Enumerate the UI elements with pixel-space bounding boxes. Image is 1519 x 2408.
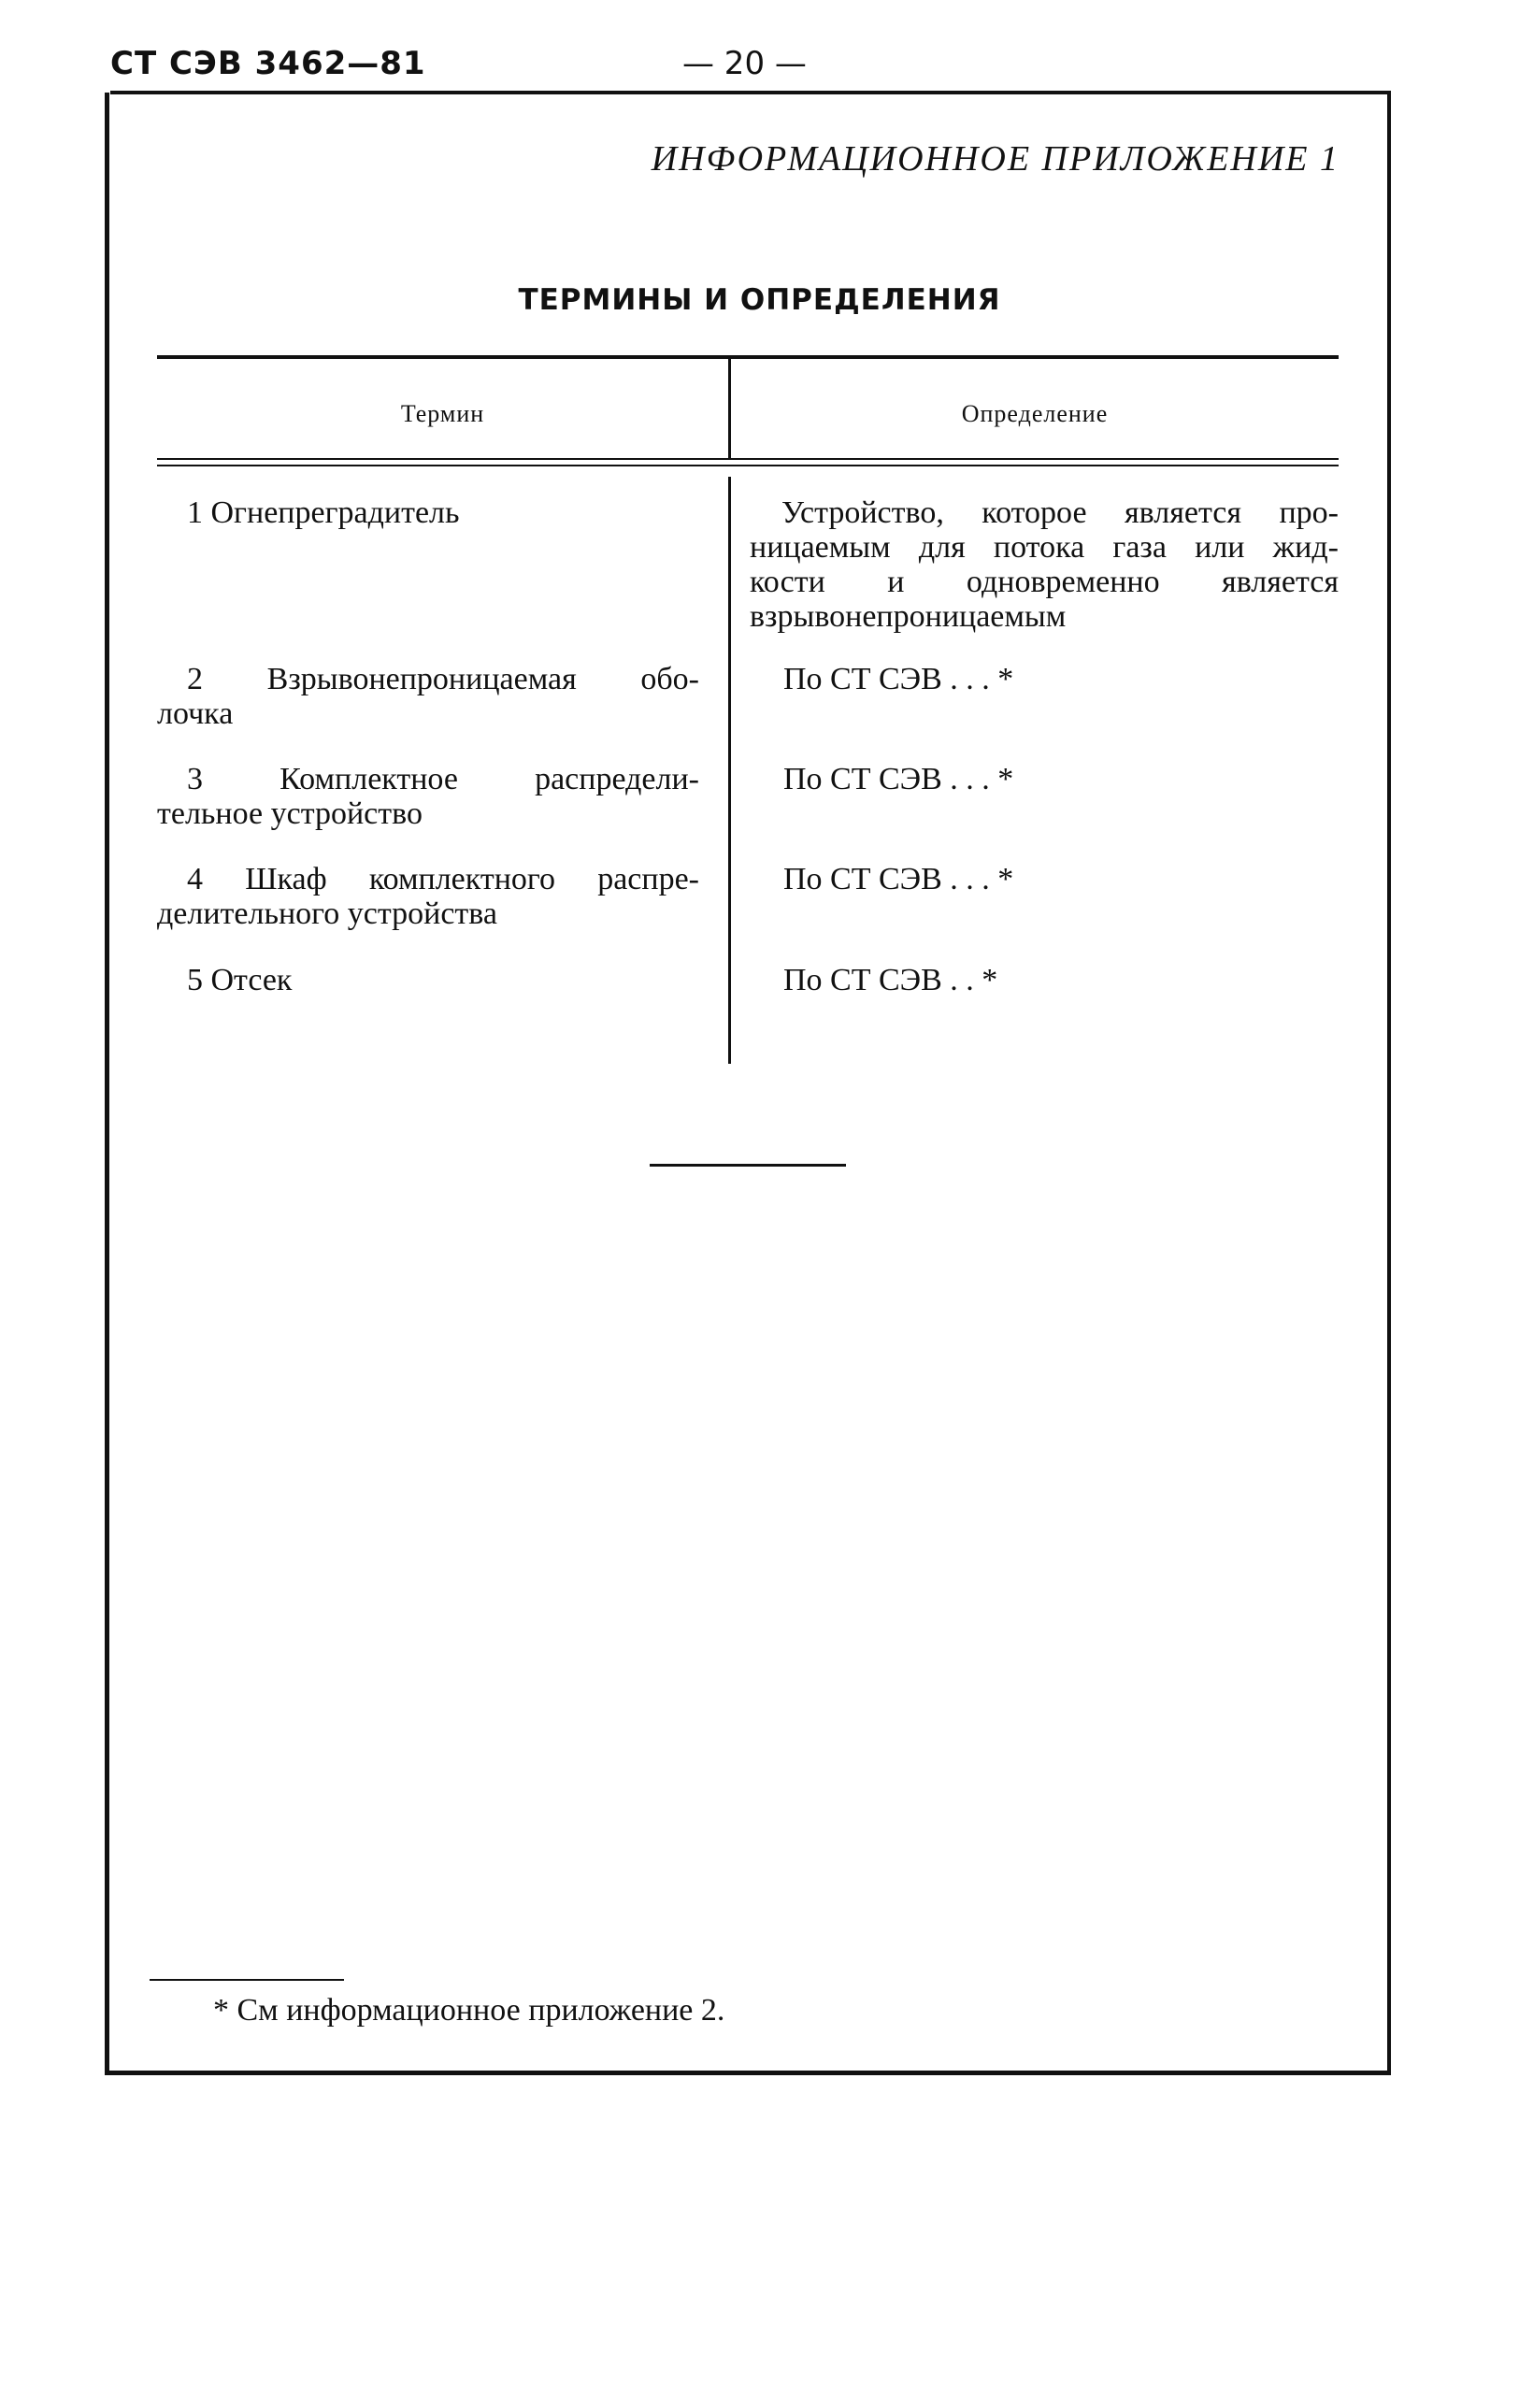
frame-right-border <box>1387 93 1391 2074</box>
column-header-definition: Определение <box>961 400 1109 427</box>
table-row-1-definition <box>750 495 1339 634</box>
table-row-4-definition <box>750 862 1339 896</box>
term-line: 3 Комплектное распредели- <box>187 762 699 796</box>
definition-reference: По СТ СЭВ . . * <box>783 963 998 997</box>
frame-top-border <box>110 91 1391 94</box>
table-row-5-term <box>157 963 699 997</box>
table-row-1-term <box>157 495 699 530</box>
table-row-3-definition <box>750 762 1339 796</box>
document-code: СТ СЭВ 3462—81 <box>110 45 426 82</box>
table-row-3-term <box>157 762 699 831</box>
definition-reference: По СТ СЭВ . . . * <box>783 762 1014 796</box>
footnote: * См информационное приложение 2. <box>213 1993 725 2028</box>
footnote-rule <box>150 1979 344 1981</box>
column-header-term: Термин <box>400 400 485 427</box>
definition-line: кости и одновременно является <box>750 565 1339 599</box>
appendix-label: ИНФОРМАЦИОННОЕ ПРИЛОЖЕНИЕ 1 <box>651 139 1340 179</box>
term-line: 1 Огнепреградитель <box>187 495 460 530</box>
frame-left-border <box>105 93 109 2074</box>
definition-line: ницаемым для потока газа или жид- <box>750 530 1339 565</box>
page-number: — 20 — <box>682 45 807 82</box>
term-line: делительного устройства <box>157 896 497 931</box>
term-line: 4 Шкаф комплектного распре- <box>187 862 699 896</box>
term-line: лочка <box>157 696 234 731</box>
table-column-divider <box>728 477 731 1064</box>
definition-line: взрывонепроницаемым <box>750 599 1067 634</box>
table-row-5-definition <box>750 963 1339 997</box>
table-row-2-term <box>157 662 699 731</box>
definition-line: Устройство, которое является про- <box>781 495 1339 530</box>
table-header-rule-double <box>157 465 1339 466</box>
table-end-rule <box>650 1164 846 1167</box>
frame-bottom-border <box>105 2071 1391 2075</box>
term-line: 5 Отсек <box>187 963 293 997</box>
term-line: 2 Взрывонепроницаемая обо- <box>187 662 699 696</box>
page-title: ТЕРМИНЫ И ОПРЕДЕЛЕНИЯ <box>518 283 1001 317</box>
table-header-rule <box>157 458 1339 460</box>
table-row-4-term <box>157 862 699 931</box>
table-top-rule <box>157 355 1339 359</box>
definition-reference: По СТ СЭВ . . . * <box>783 862 1014 896</box>
definition-reference: По СТ СЭВ . . . * <box>783 662 1014 696</box>
term-line: тельное устройство <box>157 796 423 831</box>
table-row-2-definition <box>750 662 1339 696</box>
